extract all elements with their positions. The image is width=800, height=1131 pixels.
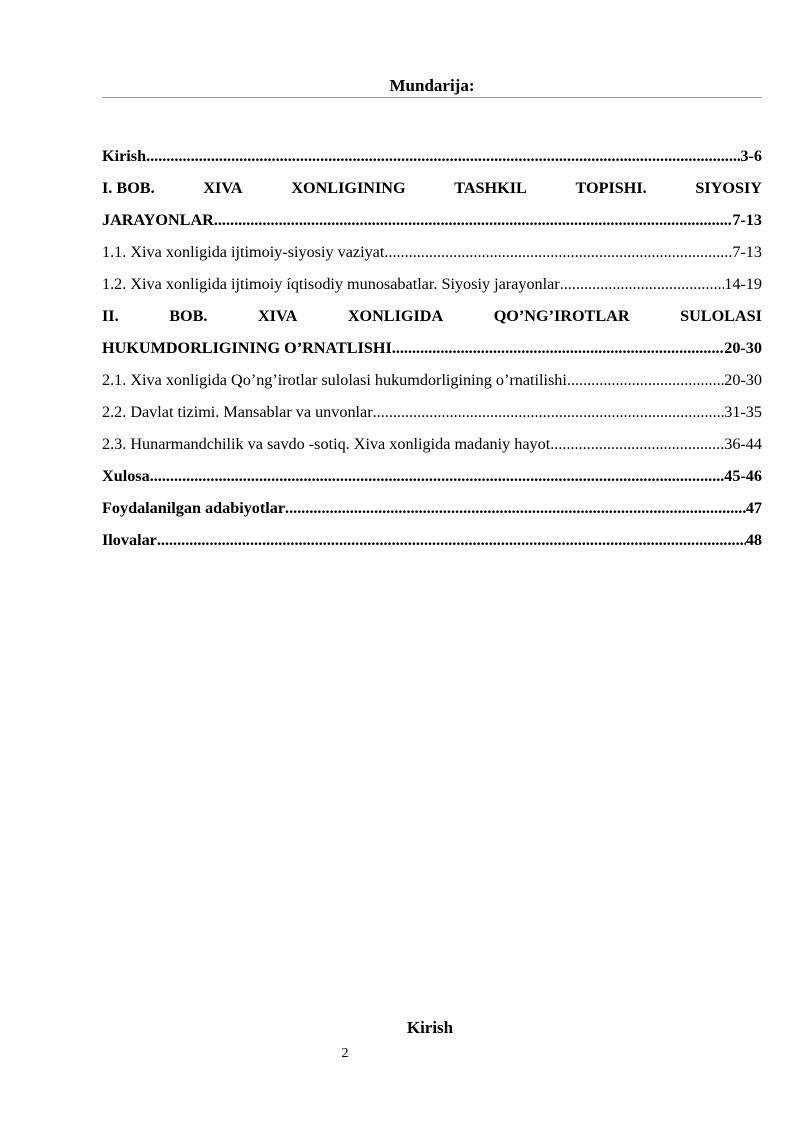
toc-entry-page: 45-46 — [724, 467, 762, 485]
dot-leader — [150, 460, 725, 492]
toc-chapter-2-heading[interactable] — [102, 300, 762, 332]
toc-entry-chapter-2[interactable] — [102, 332, 762, 364]
toc-entry-1-1[interactable] — [102, 236, 762, 268]
toc-entry-title: 2.1. Xiva xonligida Qo’ng’irotlar sulolasi hukumdorligining o’rnatilishi — [102, 371, 567, 389]
chapter-1-word: I. BOB. — [102, 179, 155, 197]
page-number: 2 — [341, 1046, 349, 1061]
chapter-2-word: BOB. — [169, 307, 208, 325]
chapter-2-word: QO’NG’IROTLAR — [493, 307, 630, 325]
toc-entry-2-3[interactable] — [102, 428, 762, 460]
chapter-1-word: SIYOSIY — [695, 179, 762, 197]
chapter-1-word: TASHKIL — [454, 179, 527, 197]
toc-entry-chapter-1[interactable] — [102, 204, 762, 236]
dot-leader — [560, 268, 725, 300]
toc-entry-title: 2.3. Hunarmandchilik va savdo -sotiq. Xiva xonligida madaniy hayot — [102, 435, 551, 453]
toc-entry-2-1[interactable] — [102, 364, 762, 396]
dot-leader — [550, 428, 724, 460]
toc-entry-title: 1.2. Xiva xonligida ijtimoiy íqtisodiy munosabatlar. Siyosiy jarayonlar — [102, 275, 560, 293]
toc-heading: Mundarija: — [389, 76, 475, 95]
chapter-2-word: XIVA — [257, 307, 298, 325]
toc-entry-page: 47 — [745, 499, 762, 517]
toc-entry-page: 20-30 — [724, 371, 762, 389]
toc-entry-2-2[interactable] — [102, 396, 762, 428]
toc-entry-1-2[interactable] — [102, 268, 762, 300]
chapter-1-word: TOPISHI. — [575, 179, 647, 197]
dot-leader — [157, 524, 746, 556]
toc-entry-title: Xulosa — [102, 467, 150, 485]
toc-entry-appendices[interactable] — [102, 524, 762, 556]
next-section-title: Kirish — [406, 1018, 454, 1037]
dot-leader — [146, 140, 740, 172]
toc-entry-page: 7-13 — [732, 243, 762, 261]
toc-entry-conclusion[interactable] — [102, 460, 762, 492]
toc-entry-title: 1.1. Xiva xonligida ijtimoiy-siyosiy vaziyat — [102, 243, 385, 261]
toc-entry-title: Ilovalar — [102, 531, 157, 549]
toc-entry-page: 14-19 — [724, 275, 762, 293]
table-of-contents — [102, 140, 762, 556]
dot-leader — [384, 236, 732, 268]
chapter-2-word: SULOLASI — [680, 307, 762, 325]
chapter-2-word: II. — [102, 307, 119, 325]
toc-entry-page: 48 — [745, 531, 762, 549]
dot-leader — [285, 492, 746, 524]
chapter-1-word: XONLIGINING — [291, 179, 406, 197]
toc-entry-page: 36-44 — [724, 435, 762, 453]
toc-entry-references[interactable] — [102, 492, 762, 524]
toc-chapter-1-heading[interactable] — [102, 172, 762, 204]
toc-entry-title: 2.2. Davlat tizimi. Mansablar va unvonlar — [102, 403, 373, 421]
chapter-2-word: XONLIGIDA — [347, 307, 444, 325]
toc-entry-page: 20-30 — [724, 339, 762, 357]
dot-leader — [373, 396, 725, 428]
heading-underline — [102, 97, 762, 98]
chapter-1-word: XIVA — [203, 179, 243, 197]
dot-leader — [392, 332, 724, 364]
dot-leader — [567, 364, 724, 396]
dot-leader — [214, 204, 733, 236]
toc-entry-title: JARAYONLAR — [102, 211, 214, 229]
toc-entry-page: 31-35 — [724, 403, 762, 421]
toc-entry-page: 3-6 — [740, 147, 762, 165]
toc-entry-title: Foydalanilgan adabiyotlar — [102, 499, 286, 517]
toc-entry-introduction[interactable] — [102, 140, 762, 172]
toc-entry-title: HUKUMDORLIGINING O’RNATLISHI — [102, 339, 392, 357]
toc-entry-page: 7-13 — [732, 211, 762, 229]
toc-entry-title: Kirish — [102, 147, 147, 165]
